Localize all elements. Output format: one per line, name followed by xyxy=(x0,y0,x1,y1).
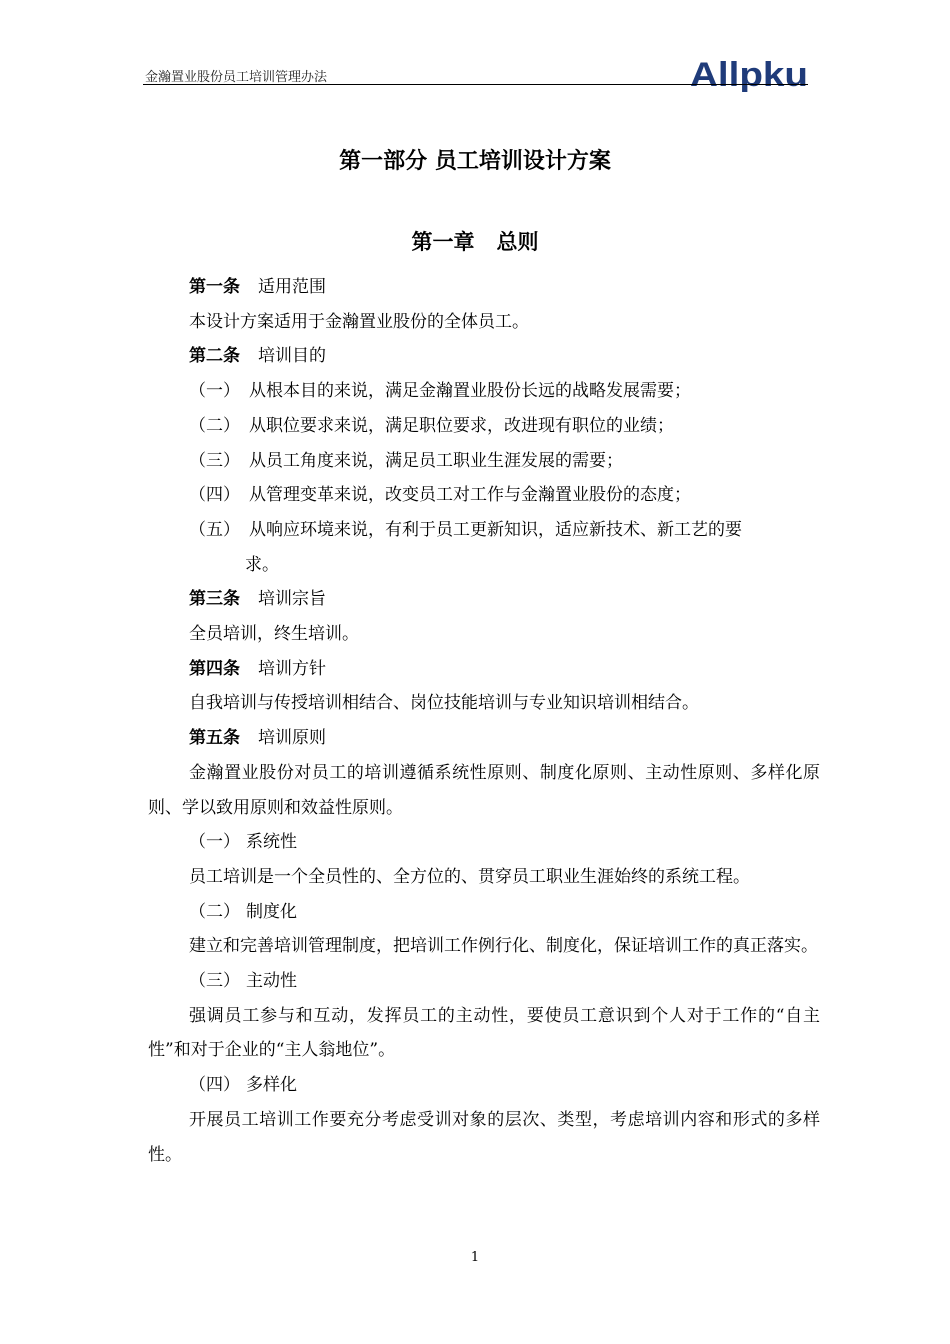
part-title: 第一部分 员工培训设计方案 xyxy=(339,149,611,174)
article-number: 第三条 xyxy=(189,589,240,610)
article-body: 全员培训，终生培训。 xyxy=(189,624,359,645)
list-item-label: （二） xyxy=(189,415,240,436)
list-item-label: （一） xyxy=(189,381,240,402)
article-heading xyxy=(148,270,820,305)
chapter-title xyxy=(0,226,950,256)
article-number: 第二条 xyxy=(189,346,240,367)
principle-heading xyxy=(148,895,820,930)
article-heading xyxy=(148,652,820,687)
list-item xyxy=(148,478,820,513)
principle-name: 主动性 xyxy=(246,971,297,992)
list-item-label: （三） xyxy=(189,450,240,471)
header-doc-name: 金瀚置业股份员工培训管理办法 xyxy=(145,70,328,85)
list-item-label: （四） xyxy=(189,485,240,506)
article-heading xyxy=(148,582,820,617)
principle-heading xyxy=(148,964,820,999)
article-title: 培训方针 xyxy=(258,658,326,679)
list-item-text: 从响应环境来说，有利于员工更新知识，适应新技术、新工艺的要 xyxy=(249,519,742,540)
principle-name: 制度化 xyxy=(246,901,297,922)
principle-heading xyxy=(148,1068,820,1103)
list-item-text: 从职位要求来说，满足职位要求，改进现有职位的业绩； xyxy=(249,415,674,436)
article-title: 培训宗旨 xyxy=(258,589,326,610)
article-title: 适用范围 xyxy=(258,277,326,297)
principle-label: （一） xyxy=(189,832,240,853)
article-title: 培训原则 xyxy=(258,728,326,749)
principle-heading xyxy=(148,825,820,860)
article-intro: 金瀚置业股份对员工的培训遵循系统性原则、制度化原则、主动性原则、多样化原则、学以致用原则和效益性原则。 xyxy=(148,762,820,818)
article-number: 第四条 xyxy=(189,658,240,679)
chapter-label: 第一章 xyxy=(411,230,475,254)
article-heading xyxy=(148,339,820,374)
article-number: 第五条 xyxy=(189,728,240,749)
list-item-continuation: 求。 xyxy=(245,554,279,575)
logo-text: Allpku xyxy=(690,56,808,92)
principle-name: 系统性 xyxy=(246,832,297,853)
list-item-text: 从管理变革来说，改变员工对工作与金瀚置业股份的态度； xyxy=(249,485,691,506)
principle-desc: 建立和完善培训管理制度，把培训工作例行化、制度化，保证培训工作的真正落实。 xyxy=(189,936,818,957)
principle-label: （二） xyxy=(189,901,240,922)
document-body xyxy=(148,270,820,1172)
principle-desc: 员工培训是一个全员性的、全方位的、贯穿员工职业生涯始终的系统工程。 xyxy=(189,866,750,887)
principle-label: （四） xyxy=(189,1075,240,1096)
article-body: 本设计方案适用于金瀚置业股份的全体员工。 xyxy=(189,311,529,332)
page-number: 1 xyxy=(470,1250,480,1265)
article-number: 第一条 xyxy=(189,277,240,297)
article-body: 自我培训与传授培训相结合、岗位技能培训与专业知识培训相结合。 xyxy=(189,693,699,714)
article-title: 培训目的 xyxy=(258,346,326,367)
principle-desc: 开展员工培训工作要充分考虑受训对象的层次、类型，考虑培训内容和形式的多样性。 xyxy=(148,1109,820,1165)
list-item xyxy=(148,374,820,409)
list-item-text: 从根本目的来说，满足金瀚置业股份长远的战略发展需要； xyxy=(249,381,691,402)
chapter-name: 总则 xyxy=(496,230,539,254)
principle-desc: 强调员工参与和互动，发挥员工的主动性，要使员工意识到个人对于工作的“自主性”和对于企业的“主人翁地位”。 xyxy=(148,1005,820,1061)
list-item xyxy=(148,409,820,444)
list-item xyxy=(148,513,820,548)
article-heading xyxy=(148,721,820,756)
allpku-logo xyxy=(690,56,810,92)
principle-name: 多样化 xyxy=(246,1075,297,1096)
principle-label: （三） xyxy=(189,971,240,992)
list-item-label: （五） xyxy=(189,519,240,540)
list-item-text: 从员工角度来说，满足员工职业生涯发展的需要； xyxy=(249,450,623,471)
header-divider xyxy=(143,84,808,85)
list-item xyxy=(148,444,820,479)
